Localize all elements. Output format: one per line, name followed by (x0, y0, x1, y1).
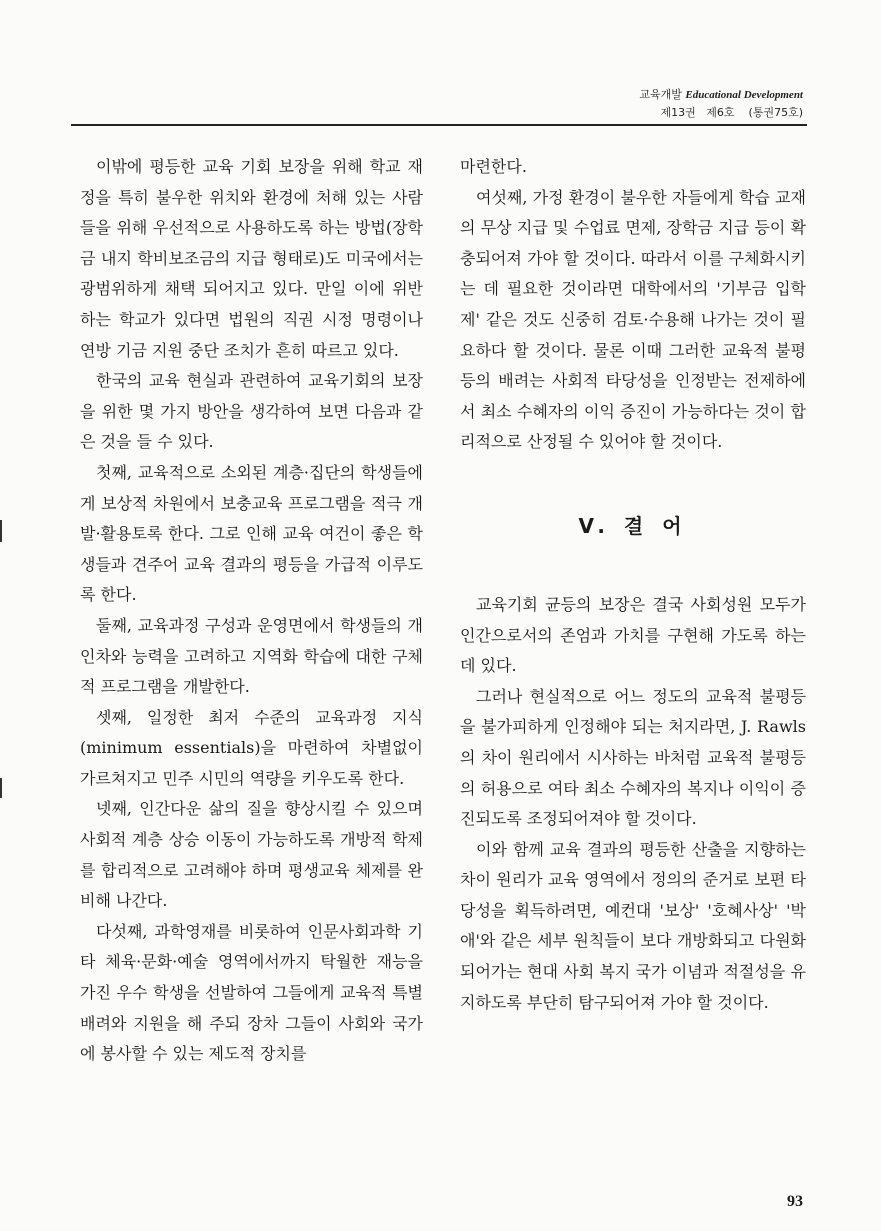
body-paragraph: 이와 함께 교육 결과의 평등한 산출을 지향하는 차이 원리가 교육 영역에서 정의의 준거로 보편 타당성을 획득하려면, 예컨대 '보상' '호혜사상' '박애'와 같은 세부 원칙들이 보다 개방화되고 다원화되어가는 현대 사회 복지 국가 이념과 적절성을 유지하도록 부단히 탐구되어져 가야 할 것이다. (460, 839, 806, 1012)
body-paragraph: 교육기회 균등의 보장은 결국 사회성원 모두가 인간으로서의 존엄과 가치를 구현해 가도록 하는 데 있다. (460, 594, 806, 676)
left-column (80, 152, 423, 1070)
journal-name-ko: 교육개발 (639, 88, 682, 101)
page-number: 93 (787, 1193, 803, 1210)
journal-name-en: Educational Development (685, 89, 803, 101)
scan-edge-mark (0, 520, 2, 542)
total-issue-label: (통권75호) (748, 106, 803, 119)
body-paragraph: 셋째, 일정한 최저 수준의 교육과정 지식(minimum essentials)을 마련하여 차별없이 가르쳐지고 민주 시민의 역량을 키우도록 한다. (80, 707, 423, 788)
volume-label: 제13권 (660, 106, 696, 119)
section-title: V. 결 어 (578, 513, 688, 538)
issue-label: 제6호 (706, 106, 735, 119)
scan-edge-mark (0, 778, 2, 798)
body-paragraph: 그러나 현실적으로 어느 정도의 교육적 불평등을 불가피하게 인정해야 되는 처지라면, J. Rawls의 차이 원리에서 시사하는 바처럼 교육적 불평등의 허용으로 여타 최소 수혜자의 복지나 이익이 증진되도록 조정되어져야 할 것이다. (460, 686, 806, 829)
header-rule (71, 124, 807, 126)
body-paragraph: 둘째, 교육과정 구성과 운영면에서 학생들의 개인차와 능력을 고려하고 지역화 학습에 대한 구체적 프로그램을 개발한다. (80, 615, 423, 697)
body-paragraph: 다섯째, 과학영재를 비롯하여 인문사회과학 기타 체육·문화·예술 영역에서까지 탁월한 재능을 가진 우수 학생을 선발하여 그들에게 교육적 특별 배려와 지원을 해 주되 장차 그들이 사회와 국가에 봉사할 수 있는 제도적 장치를 (80, 921, 423, 1064)
journal-title-line (639, 86, 803, 104)
body-paragraph: 이밖에 평등한 교육 기회 보장을 위해 학교 재정을 특히 불우한 위치와 환경에 처해 있는 사람들을 위해 우선적으로 사용하도록 하는 방법(장학금 내지 학비보조금의 지급 형태로)도 미국에서는 광범위하게 채택 되어지고 있다. 만일 이에 위반하는 학교가 있다면 법원의 직권 시정 명령이나 연방 기금 지원 중단 조치가 흔히 따르고 있다. (80, 157, 423, 360)
journal-issue-line (639, 104, 803, 121)
body-paragraph: 첫째, 교육적으로 소외된 계층·집단의 학생들에게 보상적 차원에서 보충교육 프로그램을 적극 개발·활용토록 한다. 그로 인해 교육 여건이 좋은 학생들과 견주어 교육 결과의 평등을 가급적 이루도록 한다. (80, 462, 423, 605)
body-paragraph: 한국의 교육 현실과 관련하여 교육기회의 보장을 위한 몇 가지 방안을 생각하여 보면 다음과 같은 것을 들 수 있다. (80, 371, 423, 452)
body-paragraph: 여섯째, 가정 환경이 불우한 자들에게 학습 교재의 무상 지급 및 수업료 면제, 장학금 지급 등이 확충되어져 가야 할 것이다. 따라서 이를 구체화시키는 데 필요한 것이라면 대학에서의 '기부금 입학제' 같은 것도 신중히 검토·수용해 나가는 것이 필요하다 할 것이다. 물론 이때 그러한 교육적 불평등의 배려는 사회적 타당성을 인정받는 전제하에서 최소 수혜자의 이익 증진이 가능하다는 것이 합리적으로 산정될 수 있어야 할 것이다. (460, 187, 806, 452)
body-paragraph: 넷째, 인간다운 삶의 질을 향상시킬 수 있으며 사회적 계층 상승 이동이 가능하도록 개방적 학제를 합리적으로 고려해야 하며 평생교육 체제를 완비해 나간다. (80, 799, 423, 911)
body-paragraph: 마련한다. (460, 157, 527, 176)
journal-header (639, 86, 803, 121)
right-column (460, 152, 806, 1018)
